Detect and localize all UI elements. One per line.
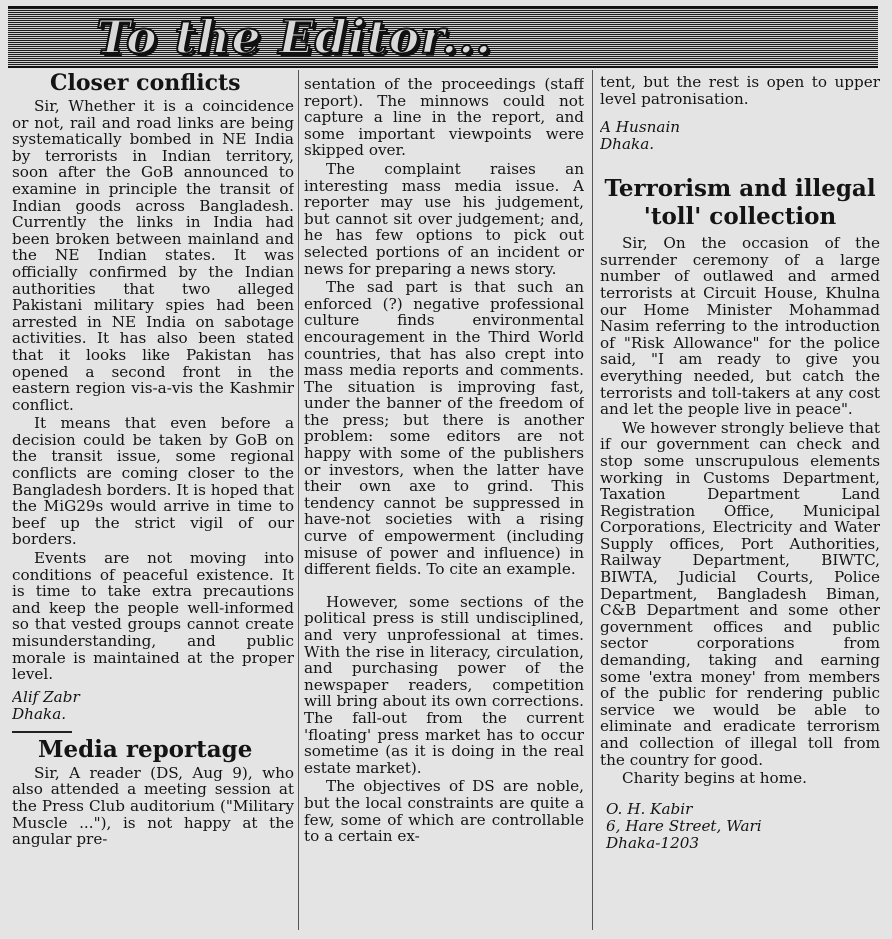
letter-paragraph: Sir, A reader (DS, Aug 9), who also attended a meeting session at the Press Club auditorium ("Military Muscle ..."), is not happy at the angular pre- — [12, 763, 294, 849]
section-rule — [12, 731, 72, 733]
letter-paragraph: Charity begins at home. — [622, 769, 807, 788]
letter-paragraph: Sir, On the occasion of the surrender ceremony of a large number of outlawed and armed terrorists at Circuit House, Khulna our Home Minister Mohammad Nasim referring to the introduction of "Risk Allowance" for the police said, "I am ready to give you everything needed, but catch the terrorists and toll-takers at any cost and let the people live in peace". — [600, 234, 880, 419]
section-gap — [600, 153, 880, 175]
column-2 — [304, 76, 584, 932]
letter-paragraph: The sad part is that such an enforced (?) negative professional culture finds environmental encouragement in the Third World countries, that has also crept into mass media reports and comments. The situation is improving fast, under the banner of the freedom of the press; but there is another problem: some editors are not happy with some of the publishers or investors, when the latter have their own axe to grind. This tendency cannot be suppressed in have-not societies with a rising curve of empowerment (including misuse of power and influence) in different fields. To cite an example. — [304, 278, 584, 579]
masthead-banner — [8, 6, 878, 68]
letter-heading: Terrorism and illegal 'toll' collection — [604, 175, 876, 231]
letter-paragraph: tent, but the rest is open to upper level patronisation. — [600, 74, 880, 108]
letter-paragraph: Events are not moving into conditions of peaceful existence. It is time to take extra precautions and keep the people well-informed so that vested groups cannot create misunderstanding, and public morale is maintained at the proper level. — [12, 549, 294, 684]
column-1 — [12, 70, 294, 932]
paragraph-gap — [304, 578, 584, 594]
letter-signature — [12, 689, 294, 723]
masthead-title: To the Editor... — [96, 10, 493, 64]
signature-name: A Husnain — [600, 118, 681, 137]
signature-name: Alif Zabr — [12, 687, 80, 706]
letter-heading: Media reportage — [38, 735, 253, 763]
column-3 — [600, 74, 880, 924]
letter-paragraph: sentation of the proceedings (staff report). The minnows could not capture a line in the report, and some important viewpoints were skipped over. — [304, 76, 584, 160]
letter-paragraph: It means that even before a decision could be taken by GoB on the transit issue, some regional conflicts are coming closer to the Bangladesh borders. It is hoped that the MiG29s would arrive in time to beef up the strict vigil of our borders. — [12, 414, 294, 549]
letter-paragraph: The complaint raises an interesting mass media issue. A reporter may use his judgement, but cannot sit over judgement; and, he has few options to pick out selected portions of an incident or news for preparing a news story. — [304, 159, 584, 278]
column-divider — [592, 70, 593, 930]
letter-signature — [600, 119, 880, 153]
letter-paragraph: We however strongly believe that if our government can check and stop some unscrupulous elements working in Customs Department, Taxation Department Land Registration Office, Municipal Corporations, Electricity and Water Supply offices, Port Authorities, Railway Department, BIWTC, BIWTA, Judicial Courts, Police Department, Bangladesh Biman, C&B Department and some other government offices and public sector corporations from demanding, taking and earning some 'extra money' from members of the public for rendering public service we would be able to eliminate and eradicate terrorism and collection of illegal toll from the country for good. — [600, 418, 880, 769]
signature-place: Dhaka-1203 — [606, 833, 700, 852]
letter-signature — [606, 801, 880, 852]
signature-place: Dhaka. — [600, 135, 655, 154]
letter-paragraph: Sir, Whether it is a coincidence or not, rail and road links are being systematically bombed in NE India by terrorists in Indian territory, soon after the GoB announced to examine in principle the transit of Indian goods across Bangladesh. Currently the links in India had been broken between mainland and the NE Indian states. It was officially confirmed by the Indian authorities that two alleged Pakistani military spies had been arrested in NE India on sabotage activities. It has also been stated that it looks like Pakistan has opened a second front in the eastern region vis-a-vis the Kashmir conflict. — [12, 97, 294, 414]
signature-address: 6, Hare Street, Wari — [606, 816, 762, 835]
letter-paragraph: The objectives of DS are noble, but the local constraints are quite a few, some of which are controllable to a certain ex- — [304, 777, 584, 846]
column-divider — [298, 70, 299, 930]
signature-place: Dhaka. — [12, 704, 67, 723]
letter-heading: Closer conflicts — [50, 70, 241, 96]
signature-name: O. H. Kabir — [606, 799, 693, 818]
letter-paragraph: However, some sections of the political press is still undisciplined, and very unprofessional at times. With the rise in literacy, circulation, and purchasing power of the newspaper readers, competition will bring about its own corrections. The fall-out from the current 'floating' press market has to occur sometime (as it is doing in the real estate market). — [304, 592, 584, 777]
